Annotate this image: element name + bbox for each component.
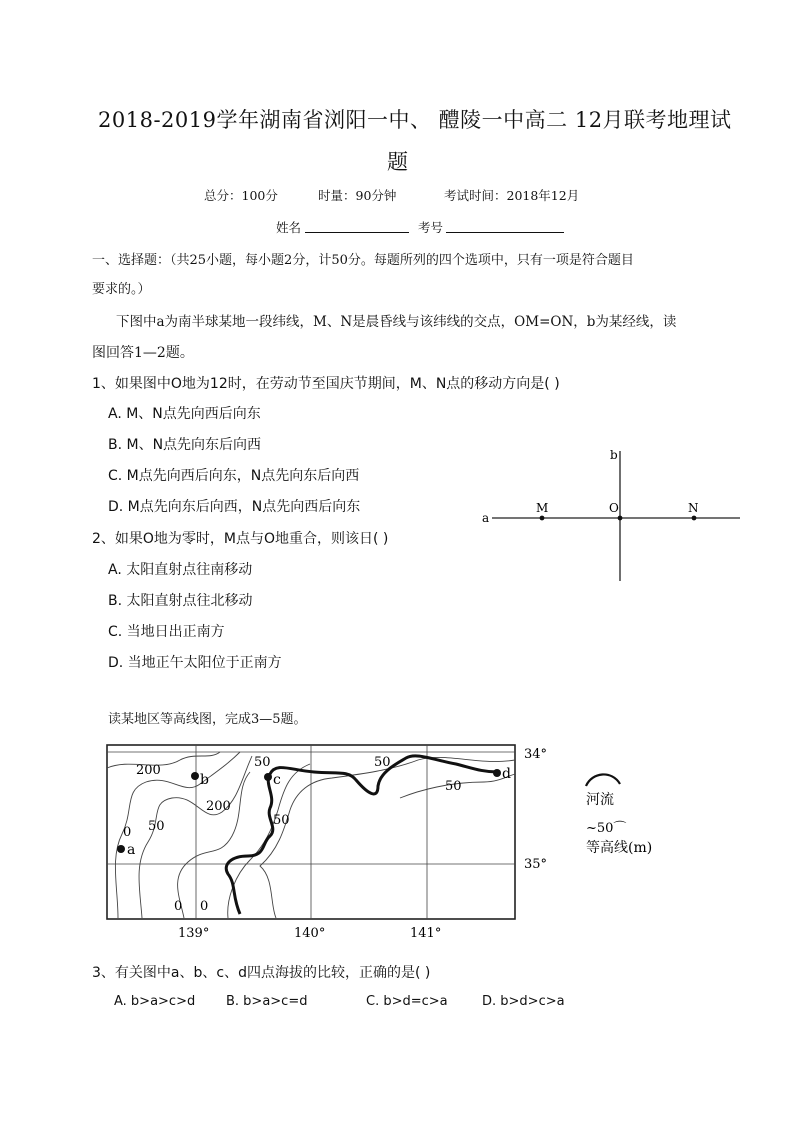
lon-label-141: 141° xyxy=(410,926,442,941)
name-blank xyxy=(305,232,409,233)
id-blank xyxy=(446,232,564,233)
label-o: O xyxy=(609,501,619,515)
contour-label-50: 0 xyxy=(174,899,183,914)
section-heading-line1: 一、选择题：（共25小题，每小题2分，计50分。每题所列的四个选项中，只有一项是符合题目 xyxy=(92,253,634,268)
q3-stem: 3、有关图中a、b、c、d四点海拔的比较，正确的是( ) xyxy=(92,965,431,981)
point-a xyxy=(117,845,125,853)
label-n: N xyxy=(688,501,699,515)
q1-stem: 1、如果图中O地为12时，在劳动节至国庆节期间，M、N点的移动方向是( ) xyxy=(92,376,560,392)
label-point-a: a xyxy=(127,842,136,858)
contour-line xyxy=(107,752,220,768)
legend-contour-label: 等高线(m) xyxy=(586,840,653,856)
lon-label-139: 139° xyxy=(178,926,210,941)
lat-label-34: 34° xyxy=(524,747,548,762)
point-o xyxy=(618,516,623,521)
legend-river-label: 河流 xyxy=(586,792,614,808)
q1-option-d: D. M点先向东后向西，N点先向西后向东 xyxy=(108,499,361,515)
point-d xyxy=(493,769,501,777)
q1-option-c: C. M点先向西后向东，N点先向东后向西 xyxy=(108,468,360,484)
intro1-line1: 下图中a为南半球某地一段纬线，M、N是晨昏线与该纬线的交点，OM=ON，b为某经线，读 xyxy=(116,314,677,330)
label-m: M xyxy=(536,501,549,515)
contour-line xyxy=(178,772,250,918)
point-n xyxy=(692,516,697,521)
q2-option-a: A. 太阳直射点往南移动 xyxy=(108,562,253,578)
name-label: 姓名 xyxy=(276,220,302,235)
exam-time: 考试时间：2018年12月 xyxy=(444,188,580,203)
lat-label-35: 35° xyxy=(524,857,548,872)
q2-option-b: B. 太阳直射点往北移动 xyxy=(108,593,253,609)
q2-option-c: C. 当地日出正南方 xyxy=(108,624,225,640)
contour-label-50: 50 xyxy=(148,819,165,834)
legend-contour-sample: ~50⌒ xyxy=(586,821,627,836)
contour-label-200: 200 xyxy=(136,763,161,778)
point-c xyxy=(264,773,272,781)
id-label: 考号 xyxy=(418,220,444,235)
q3-option-d: D. b>d>c>a xyxy=(482,994,565,1009)
q3-option-c: C. b>d=c>a xyxy=(366,994,448,1009)
contour-label-50: 50 xyxy=(374,755,391,770)
label-point-b: b xyxy=(200,772,209,788)
contour-line xyxy=(260,757,515,918)
contour-label-50: 50 xyxy=(254,755,271,770)
total-score: 总分：100分 xyxy=(204,188,278,203)
q1-option-a: A. M、N点先向西后向东 xyxy=(108,406,261,422)
exam-title-line2: 题 xyxy=(387,150,409,174)
contour-label-50: 50 xyxy=(445,779,462,794)
exam-title-line1: 2018-2019学年湖南省浏阳一中、 醴陵一中高二 12月联考地理试 xyxy=(98,108,732,132)
contour-label-200: 200 xyxy=(206,799,231,814)
label-a: a xyxy=(482,511,490,525)
q2-stem: 2、如果O地为零时，M点与O地重合，则该日( ) xyxy=(92,531,389,547)
section-heading-line2: 要求的。） xyxy=(92,282,151,297)
label-point-d: d xyxy=(502,766,511,782)
intro2: 读某地区等高线图，完成3—5题。 xyxy=(108,712,307,727)
contour-label-0: 0 xyxy=(123,825,132,840)
legend-river-icon xyxy=(586,774,620,786)
contour-line xyxy=(115,752,240,918)
lon-label-140: 140° xyxy=(294,926,326,941)
label-b: b xyxy=(610,448,618,462)
contour-label-0: 0 xyxy=(200,899,209,914)
intro1-line2: 图回答1—2题。 xyxy=(92,345,194,361)
point-m xyxy=(540,516,545,521)
duration: 时量：90分钟 xyxy=(318,188,397,203)
label-point-c: c xyxy=(273,772,281,788)
q1-option-b: B. M、N点先向东后向西 xyxy=(108,437,262,453)
q3-option-b: B. b>a>c=d xyxy=(226,994,308,1009)
contour-label-50: 50 xyxy=(273,813,290,828)
terminator-diagram xyxy=(478,445,742,585)
q3-option-a: A. b>a>c>d xyxy=(114,994,196,1009)
point-b xyxy=(191,772,199,780)
q2-option-d: D. 当地正午太阳位于正南方 xyxy=(108,655,282,671)
contour-map xyxy=(100,738,682,948)
